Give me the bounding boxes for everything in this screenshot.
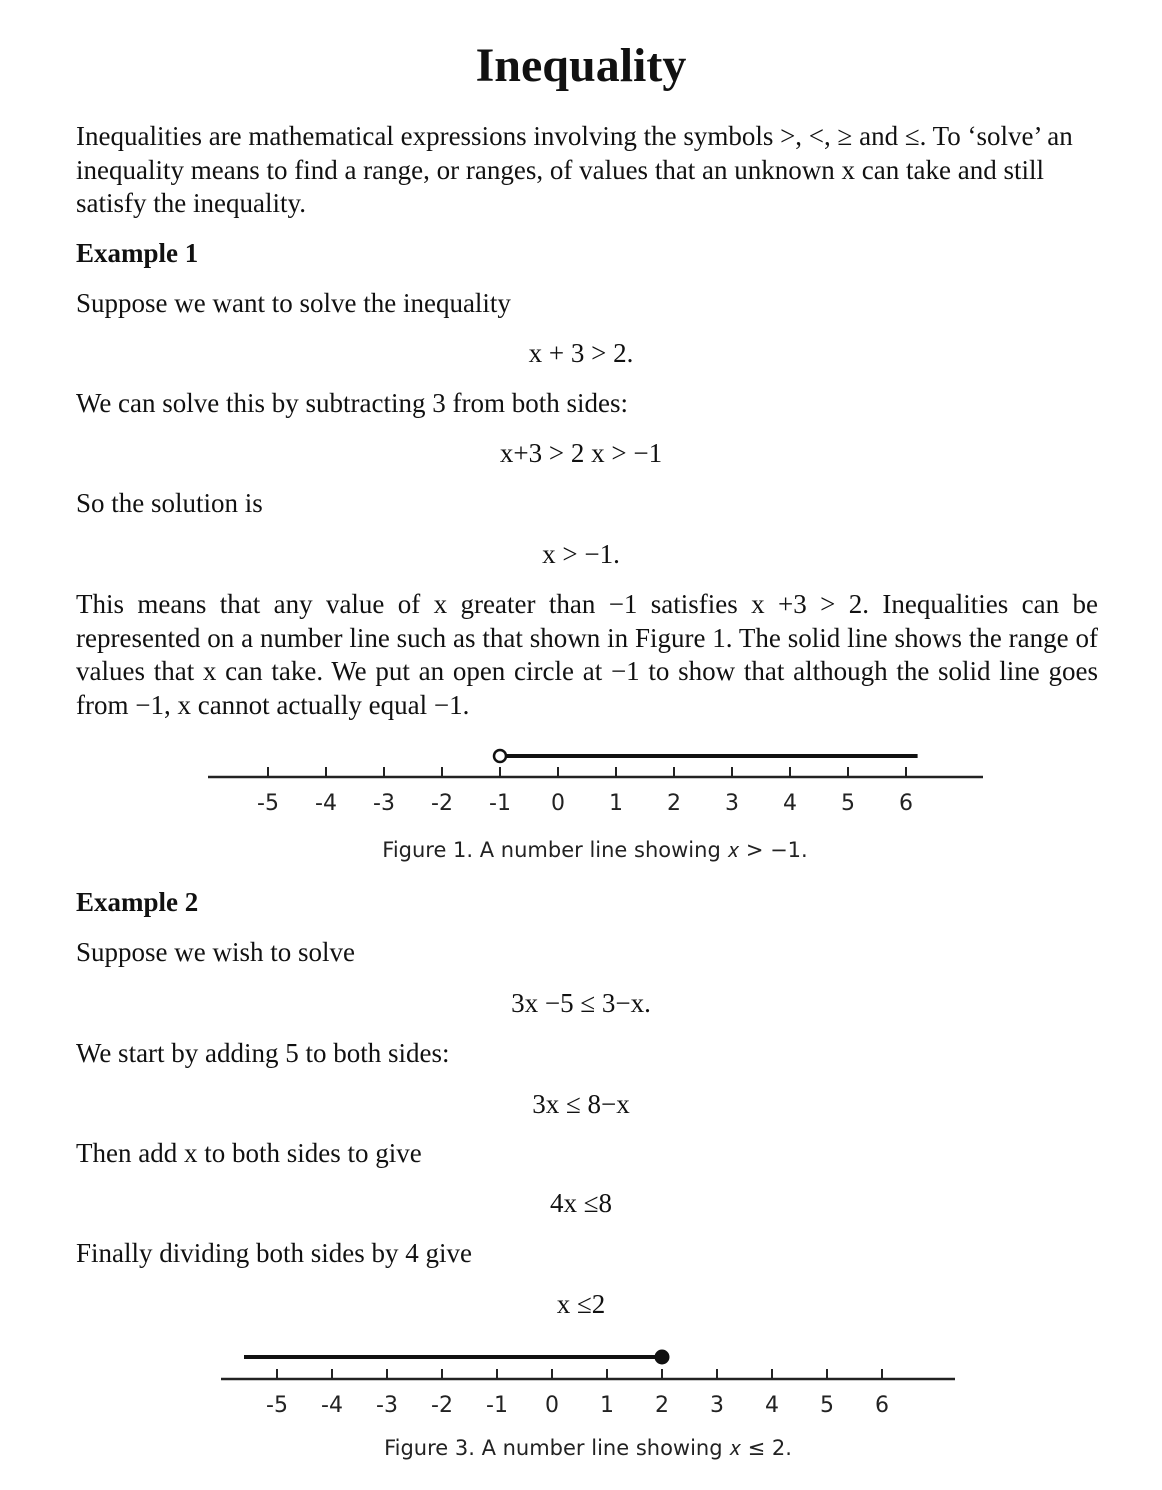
example-2-line-4: Finally dividing both sides by 4 give [76, 1238, 472, 1268]
tick-label: 6 [875, 1393, 889, 1418]
tick-label: -1 [486, 1393, 508, 1418]
tick-label: 4 [765, 1393, 779, 1418]
example-2-equation-3: 4x ≤8 [549, 1188, 613, 1218]
tick-label: 4 [783, 791, 797, 816]
tick-label: -4 [315, 791, 337, 816]
tick-label: -4 [321, 1393, 343, 1418]
tick-label: 1 [600, 1393, 614, 1418]
example-1-equation-3: x > −1. [542, 539, 620, 569]
example-1-line-2: We can solve this by subtracting 3 from both sides: [76, 388, 628, 418]
figure-1-caption: Figure 1. A number line showing 𝑥 > −1. [382, 838, 808, 862]
example-2-line-1: Suppose we wish to solve [76, 937, 355, 967]
example-2-line-2: We start by adding 5 to both sides: [76, 1038, 450, 1068]
figure-1-ticks [257, 767, 913, 816]
tick-label: -2 [431, 1393, 453, 1418]
example-1-heading: Example 1 [76, 238, 199, 268]
example-1-equation-2: x+3 > 2 x > −1 [499, 438, 663, 468]
example-1-equation-1: x + 3 > 2. [528, 338, 634, 368]
example-1-line-3: So the solution is [76, 488, 263, 518]
example-1-explanation: This means that any value of x greater than −1 satisfies x +3 > 2. Inequalities can be represented on a number line such as that shown in Figure 1. The solid line shows the range of values that x can take. We put an open circle at −1 to show that although the solid line goes from −1, x cannot actually equal −1. [76, 589, 1098, 720]
figure-3-ticks [266, 1369, 889, 1418]
tick-label: -3 [373, 791, 395, 816]
tick-label: -3 [376, 1393, 398, 1418]
figure-3-caption: Figure 3. A number line showing 𝑥 ≤ 2. [384, 1436, 792, 1460]
tick-label: 1 [609, 791, 623, 816]
tick-label: 3 [710, 1393, 724, 1418]
tick-label: 3 [725, 791, 739, 816]
tick-label: -2 [431, 791, 453, 816]
example-2-heading: Example 2 [76, 887, 199, 917]
tick-label: 5 [841, 791, 855, 816]
example-1-line-1: Suppose we want to solve the inequality [76, 288, 511, 318]
intro-paragraph: Inequalities are mathematical expressions involving the symbols >, <, ≥ and ≤. To ‘solve’ an inequality means to find a range, or ranges, of values that an unknown x can take and still satisfy the inequality. [76, 121, 1073, 218]
tick-label: -5 [257, 791, 279, 816]
tick-label: 5 [820, 1393, 834, 1418]
figure-3-closed-circle [655, 1350, 669, 1364]
tick-label: -1 [489, 791, 511, 816]
tick-label: -5 [266, 1393, 288, 1418]
tick-label: 0 [551, 791, 565, 816]
example-2-equation-1: 3x −5 ≤ 3−x. [511, 988, 651, 1018]
tick-label: 6 [899, 791, 913, 816]
tick-label: 2 [655, 1393, 669, 1418]
tick-label: 2 [667, 791, 681, 816]
example-2-equation-2: 3x ≤ 8−x [532, 1089, 630, 1119]
tick-label: 0 [545, 1393, 559, 1418]
figure-1-open-circle [494, 750, 506, 762]
example-2-line-3: Then add x to both sides to give [76, 1138, 422, 1168]
page-title: Inequality [475, 39, 687, 92]
example-2-equation-4: x ≤2 [556, 1289, 606, 1319]
